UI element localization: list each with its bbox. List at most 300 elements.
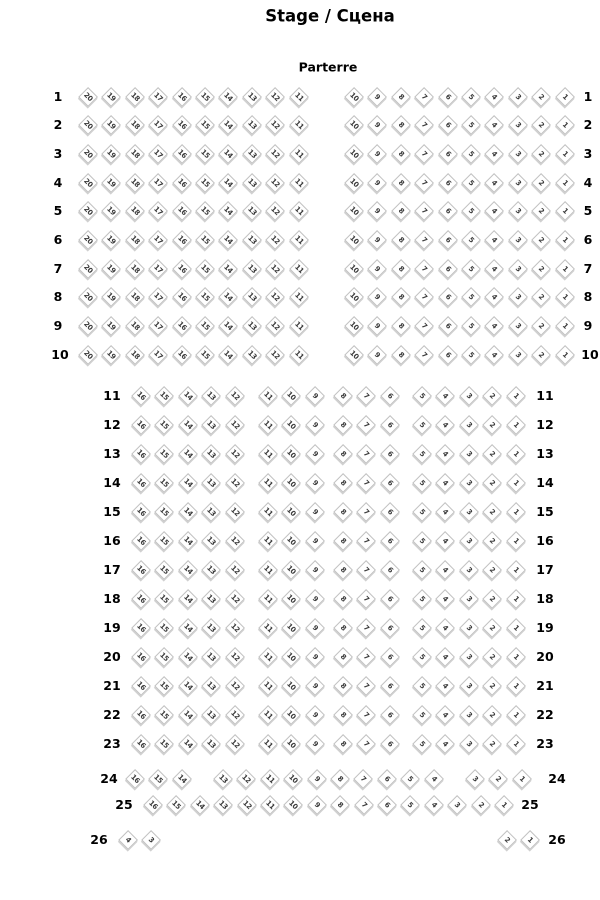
seat-row2-6[interactable] xyxy=(438,115,458,135)
seat-row19-1[interactable] xyxy=(506,618,526,638)
seat-row25-1[interactable] xyxy=(494,795,514,815)
seat-row8-16[interactable] xyxy=(172,287,192,307)
seat-row5-14[interactable] xyxy=(218,201,238,221)
seat-row15-5[interactable] xyxy=(412,502,432,522)
seat-row23-1[interactable] xyxy=(506,734,526,754)
seat-row12-11[interactable] xyxy=(258,415,278,435)
seat-row20-2[interactable] xyxy=(482,647,502,667)
seat-row20-14[interactable] xyxy=(178,647,198,667)
seat-row22-3[interactable] xyxy=(459,705,479,725)
seat-row3-6[interactable] xyxy=(438,144,458,164)
seat-row8-19[interactable] xyxy=(101,287,121,307)
seat-row11-2[interactable] xyxy=(482,386,502,406)
seat-row14-5[interactable] xyxy=(412,473,432,493)
seat-row16-13[interactable] xyxy=(201,531,221,551)
seat-row20-1[interactable] xyxy=(506,647,526,667)
seat-row14-13[interactable] xyxy=(201,473,221,493)
seat-row5-1[interactable] xyxy=(555,201,575,221)
seat-row9-9[interactable] xyxy=(367,316,387,336)
seat-row3-15[interactable] xyxy=(195,144,215,164)
seat-row18-13[interactable] xyxy=(201,589,221,609)
seat-row1-5[interactable] xyxy=(461,87,481,107)
seat-row4-7[interactable] xyxy=(414,173,434,193)
seat-row21-4[interactable] xyxy=(435,676,455,696)
seat-row17-10[interactable] xyxy=(281,560,301,580)
seat-row13-12[interactable] xyxy=(225,444,245,464)
seat-row21-6[interactable] xyxy=(380,676,400,696)
seat-row10-7[interactable] xyxy=(414,345,434,365)
seat-row6-17[interactable] xyxy=(148,230,168,250)
seat-row16-9[interactable] xyxy=(305,531,325,551)
seat-row25-11[interactable] xyxy=(260,795,280,815)
seat-row18-8[interactable] xyxy=(333,589,353,609)
seat-row20-3[interactable] xyxy=(459,647,479,667)
seat-row19-16[interactable] xyxy=(131,618,151,638)
seat-row24-8[interactable] xyxy=(330,769,350,789)
seat-row5-8[interactable] xyxy=(391,201,411,221)
seat-row17-11[interactable] xyxy=(258,560,278,580)
seat-row23-12[interactable] xyxy=(225,734,245,754)
seat-row9-1[interactable] xyxy=(555,316,575,336)
seat-row2-15[interactable] xyxy=(195,115,215,135)
seat-row19-4[interactable] xyxy=(435,618,455,638)
seat-row14-2[interactable] xyxy=(482,473,502,493)
seat-row21-5[interactable] xyxy=(412,676,432,696)
seat-row22-9[interactable] xyxy=(305,705,325,725)
seat-row4-10[interactable] xyxy=(344,173,364,193)
seat-row4-6[interactable] xyxy=(438,173,458,193)
seat-row5-15[interactable] xyxy=(195,201,215,221)
seat-row1-8[interactable] xyxy=(391,87,411,107)
seat-row12-6[interactable] xyxy=(380,415,400,435)
seat-row23-9[interactable] xyxy=(305,734,325,754)
seat-row8-10[interactable] xyxy=(344,287,364,307)
seat-row15-9[interactable] xyxy=(305,502,325,522)
seat-row13-16[interactable] xyxy=(131,444,151,464)
seat-row13-5[interactable] xyxy=(412,444,432,464)
seat-row4-14[interactable] xyxy=(218,173,238,193)
seat-row4-1[interactable] xyxy=(555,173,575,193)
seat-row19-13[interactable] xyxy=(201,618,221,638)
seat-row8-9[interactable] xyxy=(367,287,387,307)
seat-row7-10[interactable] xyxy=(344,259,364,279)
seat-row24-16[interactable] xyxy=(125,769,145,789)
seat-row7-11[interactable] xyxy=(289,259,309,279)
seat-row14-15[interactable] xyxy=(154,473,174,493)
seat-row1-7[interactable] xyxy=(414,87,434,107)
seat-row7-18[interactable] xyxy=(125,259,145,279)
seat-row5-19[interactable] xyxy=(101,201,121,221)
seat-row7-13[interactable] xyxy=(242,259,262,279)
seat-row25-15[interactable] xyxy=(166,795,186,815)
seat-row9-7[interactable] xyxy=(414,316,434,336)
seat-row5-20[interactable] xyxy=(78,201,98,221)
seat-row20-12[interactable] xyxy=(225,647,245,667)
seat-row15-2[interactable] xyxy=(482,502,502,522)
seat-row2-4[interactable] xyxy=(484,115,504,135)
seat-row4-11[interactable] xyxy=(289,173,309,193)
seat-row16-15[interactable] xyxy=(154,531,174,551)
seat-row20-13[interactable] xyxy=(201,647,221,667)
seat-row6-12[interactable] xyxy=(265,230,285,250)
seat-row10-11[interactable] xyxy=(289,345,309,365)
seat-row6-11[interactable] xyxy=(289,230,309,250)
seat-row19-15[interactable] xyxy=(154,618,174,638)
seat-row11-9[interactable] xyxy=(305,386,325,406)
seat-row2-17[interactable] xyxy=(148,115,168,135)
seat-row16-1[interactable] xyxy=(506,531,526,551)
seat-row3-9[interactable] xyxy=(367,144,387,164)
seat-row14-4[interactable] xyxy=(435,473,455,493)
seat-row11-13[interactable] xyxy=(201,386,221,406)
seat-row17-15[interactable] xyxy=(154,560,174,580)
seat-row12-3[interactable] xyxy=(459,415,479,435)
seat-row13-3[interactable] xyxy=(459,444,479,464)
seat-row4-4[interactable] xyxy=(484,173,504,193)
seat-row22-8[interactable] xyxy=(333,705,353,725)
seat-row3-3[interactable] xyxy=(508,144,528,164)
seat-row17-3[interactable] xyxy=(459,560,479,580)
seat-row13-6[interactable] xyxy=(380,444,400,464)
seat-row9-5[interactable] xyxy=(461,316,481,336)
seat-row11-12[interactable] xyxy=(225,386,245,406)
seat-row6-7[interactable] xyxy=(414,230,434,250)
seat-row9-19[interactable] xyxy=(101,316,121,336)
seat-row8-12[interactable] xyxy=(265,287,285,307)
seat-row1-2[interactable] xyxy=(531,87,551,107)
seat-row3-19[interactable] xyxy=(101,144,121,164)
seat-row23-10[interactable] xyxy=(281,734,301,754)
seat-row2-18[interactable] xyxy=(125,115,145,135)
seat-row24-4[interactable] xyxy=(424,769,444,789)
seat-row22-7[interactable] xyxy=(356,705,376,725)
seat-row7-9[interactable] xyxy=(367,259,387,279)
seat-row2-19[interactable] xyxy=(101,115,121,135)
seat-row24-13[interactable] xyxy=(213,769,233,789)
seat-row14-14[interactable] xyxy=(178,473,198,493)
seat-row22-14[interactable] xyxy=(178,705,198,725)
seat-row12-5[interactable] xyxy=(412,415,432,435)
seat-row25-8[interactable] xyxy=(330,795,350,815)
seat-row6-16[interactable] xyxy=(172,230,192,250)
seat-row9-6[interactable] xyxy=(438,316,458,336)
seat-row25-14[interactable] xyxy=(190,795,210,815)
seat-row1-9[interactable] xyxy=(367,87,387,107)
seat-row15-14[interactable] xyxy=(178,502,198,522)
seat-row15-11[interactable] xyxy=(258,502,278,522)
seat-row9-3[interactable] xyxy=(508,316,528,336)
seat-row13-15[interactable] xyxy=(154,444,174,464)
seat-row9-16[interactable] xyxy=(172,316,192,336)
seat-row5-5[interactable] xyxy=(461,201,481,221)
seat-row2-2[interactable] xyxy=(531,115,551,135)
seat-row1-15[interactable] xyxy=(195,87,215,107)
seat-row19-8[interactable] xyxy=(333,618,353,638)
seat-row11-8[interactable] xyxy=(333,386,353,406)
seat-row17-13[interactable] xyxy=(201,560,221,580)
seat-row22-1[interactable] xyxy=(506,705,526,725)
seat-row14-7[interactable] xyxy=(356,473,376,493)
seat-row5-3[interactable] xyxy=(508,201,528,221)
seat-row17-1[interactable] xyxy=(506,560,526,580)
seat-row6-5[interactable] xyxy=(461,230,481,250)
seat-row8-20[interactable] xyxy=(78,287,98,307)
seat-row25-2[interactable] xyxy=(471,795,491,815)
seat-row25-5[interactable] xyxy=(400,795,420,815)
seat-row4-17[interactable] xyxy=(148,173,168,193)
seat-row22-6[interactable] xyxy=(380,705,400,725)
seat-row18-6[interactable] xyxy=(380,589,400,609)
seat-row1-13[interactable] xyxy=(242,87,262,107)
seat-row3-10[interactable] xyxy=(344,144,364,164)
seat-row3-4[interactable] xyxy=(484,144,504,164)
seat-row13-4[interactable] xyxy=(435,444,455,464)
seat-row15-13[interactable] xyxy=(201,502,221,522)
seat-row4-13[interactable] xyxy=(242,173,262,193)
seat-row18-7[interactable] xyxy=(356,589,376,609)
seat-row6-6[interactable] xyxy=(438,230,458,250)
seat-row22-4[interactable] xyxy=(435,705,455,725)
seat-row7-19[interactable] xyxy=(101,259,121,279)
seat-row10-18[interactable] xyxy=(125,345,145,365)
seat-row2-8[interactable] xyxy=(391,115,411,135)
seat-row7-7[interactable] xyxy=(414,259,434,279)
seat-row18-12[interactable] xyxy=(225,589,245,609)
seat-row7-3[interactable] xyxy=(508,259,528,279)
seat-row20-6[interactable] xyxy=(380,647,400,667)
seat-row18-1[interactable] xyxy=(506,589,526,609)
seat-row22-10[interactable] xyxy=(281,705,301,725)
seat-row2-20[interactable] xyxy=(78,115,98,135)
seat-row16-5[interactable] xyxy=(412,531,432,551)
seat-row8-3[interactable] xyxy=(508,287,528,307)
seat-row2-12[interactable] xyxy=(265,115,285,135)
seat-row13-14[interactable] xyxy=(178,444,198,464)
seat-row21-15[interactable] xyxy=(154,676,174,696)
seat-row6-18[interactable] xyxy=(125,230,145,250)
seat-row14-11[interactable] xyxy=(258,473,278,493)
seat-row11-11[interactable] xyxy=(258,386,278,406)
seat-row22-2[interactable] xyxy=(482,705,502,725)
seat-row8-4[interactable] xyxy=(484,287,504,307)
seat-row17-7[interactable] xyxy=(356,560,376,580)
seat-row10-3[interactable] xyxy=(508,345,528,365)
seat-row6-8[interactable] xyxy=(391,230,411,250)
seat-row24-15[interactable] xyxy=(148,769,168,789)
seat-row6-15[interactable] xyxy=(195,230,215,250)
seat-row5-10[interactable] xyxy=(344,201,364,221)
seat-row14-12[interactable] xyxy=(225,473,245,493)
seat-row1-14[interactable] xyxy=(218,87,238,107)
seat-row20-16[interactable] xyxy=(131,647,151,667)
seat-row16-7[interactable] xyxy=(356,531,376,551)
seat-row5-6[interactable] xyxy=(438,201,458,221)
seat-row1-18[interactable] xyxy=(125,87,145,107)
seat-row15-10[interactable] xyxy=(281,502,301,522)
seat-row13-2[interactable] xyxy=(482,444,502,464)
seat-row20-11[interactable] xyxy=(258,647,278,667)
seat-row24-5[interactable] xyxy=(400,769,420,789)
seat-row11-1[interactable] xyxy=(506,386,526,406)
seat-row2-5[interactable] xyxy=(461,115,481,135)
seat-row23-11[interactable] xyxy=(258,734,278,754)
seat-row3-8[interactable] xyxy=(391,144,411,164)
seat-row19-6[interactable] xyxy=(380,618,400,638)
seat-row5-12[interactable] xyxy=(265,201,285,221)
seat-row24-6[interactable] xyxy=(377,769,397,789)
seat-row23-8[interactable] xyxy=(333,734,353,754)
seat-row12-1[interactable] xyxy=(506,415,526,435)
seat-row3-12[interactable] xyxy=(265,144,285,164)
seat-row1-1[interactable] xyxy=(555,87,575,107)
seat-row9-10[interactable] xyxy=(344,316,364,336)
seat-row4-12[interactable] xyxy=(265,173,285,193)
seat-row1-19[interactable] xyxy=(101,87,121,107)
seat-row10-15[interactable] xyxy=(195,345,215,365)
seat-row6-13[interactable] xyxy=(242,230,262,250)
seat-row18-10[interactable] xyxy=(281,589,301,609)
seat-row25-12[interactable] xyxy=(237,795,257,815)
seat-row14-6[interactable] xyxy=(380,473,400,493)
seat-row16-6[interactable] xyxy=(380,531,400,551)
seat-row10-8[interactable] xyxy=(391,345,411,365)
seat-row23-5[interactable] xyxy=(412,734,432,754)
seat-row18-14[interactable] xyxy=(178,589,198,609)
seat-row5-17[interactable] xyxy=(148,201,168,221)
seat-row21-11[interactable] xyxy=(258,676,278,696)
seat-row12-12[interactable] xyxy=(225,415,245,435)
seat-row3-18[interactable] xyxy=(125,144,145,164)
seat-row12-15[interactable] xyxy=(154,415,174,435)
seat-row10-12[interactable] xyxy=(265,345,285,365)
seat-row9-17[interactable] xyxy=(148,316,168,336)
seat-row14-10[interactable] xyxy=(281,473,301,493)
seat-row12-2[interactable] xyxy=(482,415,502,435)
seat-row18-5[interactable] xyxy=(412,589,432,609)
seat-row19-7[interactable] xyxy=(356,618,376,638)
seat-row22-11[interactable] xyxy=(258,705,278,725)
seat-row24-14[interactable] xyxy=(172,769,192,789)
seat-row15-8[interactable] xyxy=(333,502,353,522)
seat-row5-9[interactable] xyxy=(367,201,387,221)
seat-row13-11[interactable] xyxy=(258,444,278,464)
seat-row16-10[interactable] xyxy=(281,531,301,551)
seat-row8-14[interactable] xyxy=(218,287,238,307)
seat-row15-6[interactable] xyxy=(380,502,400,522)
seat-row15-16[interactable] xyxy=(131,502,151,522)
seat-row8-15[interactable] xyxy=(195,287,215,307)
seat-row4-20[interactable] xyxy=(78,173,98,193)
seat-row9-2[interactable] xyxy=(531,316,551,336)
seat-row25-4[interactable] xyxy=(424,795,444,815)
seat-row21-14[interactable] xyxy=(178,676,198,696)
seat-row23-15[interactable] xyxy=(154,734,174,754)
seat-row4-19[interactable] xyxy=(101,173,121,193)
seat-row6-19[interactable] xyxy=(101,230,121,250)
seat-row9-15[interactable] xyxy=(195,316,215,336)
seat-row22-13[interactable] xyxy=(201,705,221,725)
seat-row4-2[interactable] xyxy=(531,173,551,193)
seat-row11-6[interactable] xyxy=(380,386,400,406)
seat-row21-12[interactable] xyxy=(225,676,245,696)
seat-row9-13[interactable] xyxy=(242,316,262,336)
seat-row15-15[interactable] xyxy=(154,502,174,522)
seat-row26-1[interactable] xyxy=(520,830,540,850)
seat-row26-4[interactable] xyxy=(118,830,138,850)
seat-row18-16[interactable] xyxy=(131,589,151,609)
seat-row13-7[interactable] xyxy=(356,444,376,464)
seat-row6-20[interactable] xyxy=(78,230,98,250)
seat-row20-8[interactable] xyxy=(333,647,353,667)
seat-row1-6[interactable] xyxy=(438,87,458,107)
seat-row25-7[interactable] xyxy=(354,795,374,815)
seat-row10-9[interactable] xyxy=(367,345,387,365)
seat-row3-2[interactable] xyxy=(531,144,551,164)
seat-row19-11[interactable] xyxy=(258,618,278,638)
seat-row10-2[interactable] xyxy=(531,345,551,365)
seat-row3-20[interactable] xyxy=(78,144,98,164)
seat-row12-10[interactable] xyxy=(281,415,301,435)
seat-row15-3[interactable] xyxy=(459,502,479,522)
seat-row7-1[interactable] xyxy=(555,259,575,279)
seat-row9-12[interactable] xyxy=(265,316,285,336)
seat-row19-5[interactable] xyxy=(412,618,432,638)
seat-row2-7[interactable] xyxy=(414,115,434,135)
seat-row4-15[interactable] xyxy=(195,173,215,193)
seat-row9-4[interactable] xyxy=(484,316,504,336)
seat-row11-4[interactable] xyxy=(435,386,455,406)
seat-row17-4[interactable] xyxy=(435,560,455,580)
seat-row20-9[interactable] xyxy=(305,647,325,667)
seat-row23-16[interactable] xyxy=(131,734,151,754)
seat-row12-13[interactable] xyxy=(201,415,221,435)
seat-row9-18[interactable] xyxy=(125,316,145,336)
seat-row26-3[interactable] xyxy=(141,830,161,850)
seat-row5-16[interactable] xyxy=(172,201,192,221)
seat-row7-16[interactable] xyxy=(172,259,192,279)
seat-row24-3[interactable] xyxy=(465,769,485,789)
seat-row18-15[interactable] xyxy=(154,589,174,609)
seat-row25-9[interactable] xyxy=(307,795,327,815)
seat-row11-14[interactable] xyxy=(178,386,198,406)
seat-row16-16[interactable] xyxy=(131,531,151,551)
seat-row22-15[interactable] xyxy=(154,705,174,725)
seat-row21-10[interactable] xyxy=(281,676,301,696)
seat-row12-14[interactable] xyxy=(178,415,198,435)
seat-row1-4[interactable] xyxy=(484,87,504,107)
seat-row18-2[interactable] xyxy=(482,589,502,609)
seat-row5-4[interactable] xyxy=(484,201,504,221)
seat-row8-5[interactable] xyxy=(461,287,481,307)
seat-row4-16[interactable] xyxy=(172,173,192,193)
seat-row20-5[interactable] xyxy=(412,647,432,667)
seat-row16-11[interactable] xyxy=(258,531,278,551)
seat-row14-8[interactable] xyxy=(333,473,353,493)
seat-row21-16[interactable] xyxy=(131,676,151,696)
seat-row13-1[interactable] xyxy=(506,444,526,464)
seat-row10-6[interactable] xyxy=(438,345,458,365)
seat-row21-13[interactable] xyxy=(201,676,221,696)
seat-row6-9[interactable] xyxy=(367,230,387,250)
seat-row16-4[interactable] xyxy=(435,531,455,551)
seat-row17-2[interactable] xyxy=(482,560,502,580)
seat-row9-8[interactable] xyxy=(391,316,411,336)
seat-row1-20[interactable] xyxy=(78,87,98,107)
seat-row8-6[interactable] xyxy=(438,287,458,307)
seat-row1-11[interactable] xyxy=(289,87,309,107)
seat-row8-11[interactable] xyxy=(289,287,309,307)
seat-row1-3[interactable] xyxy=(508,87,528,107)
